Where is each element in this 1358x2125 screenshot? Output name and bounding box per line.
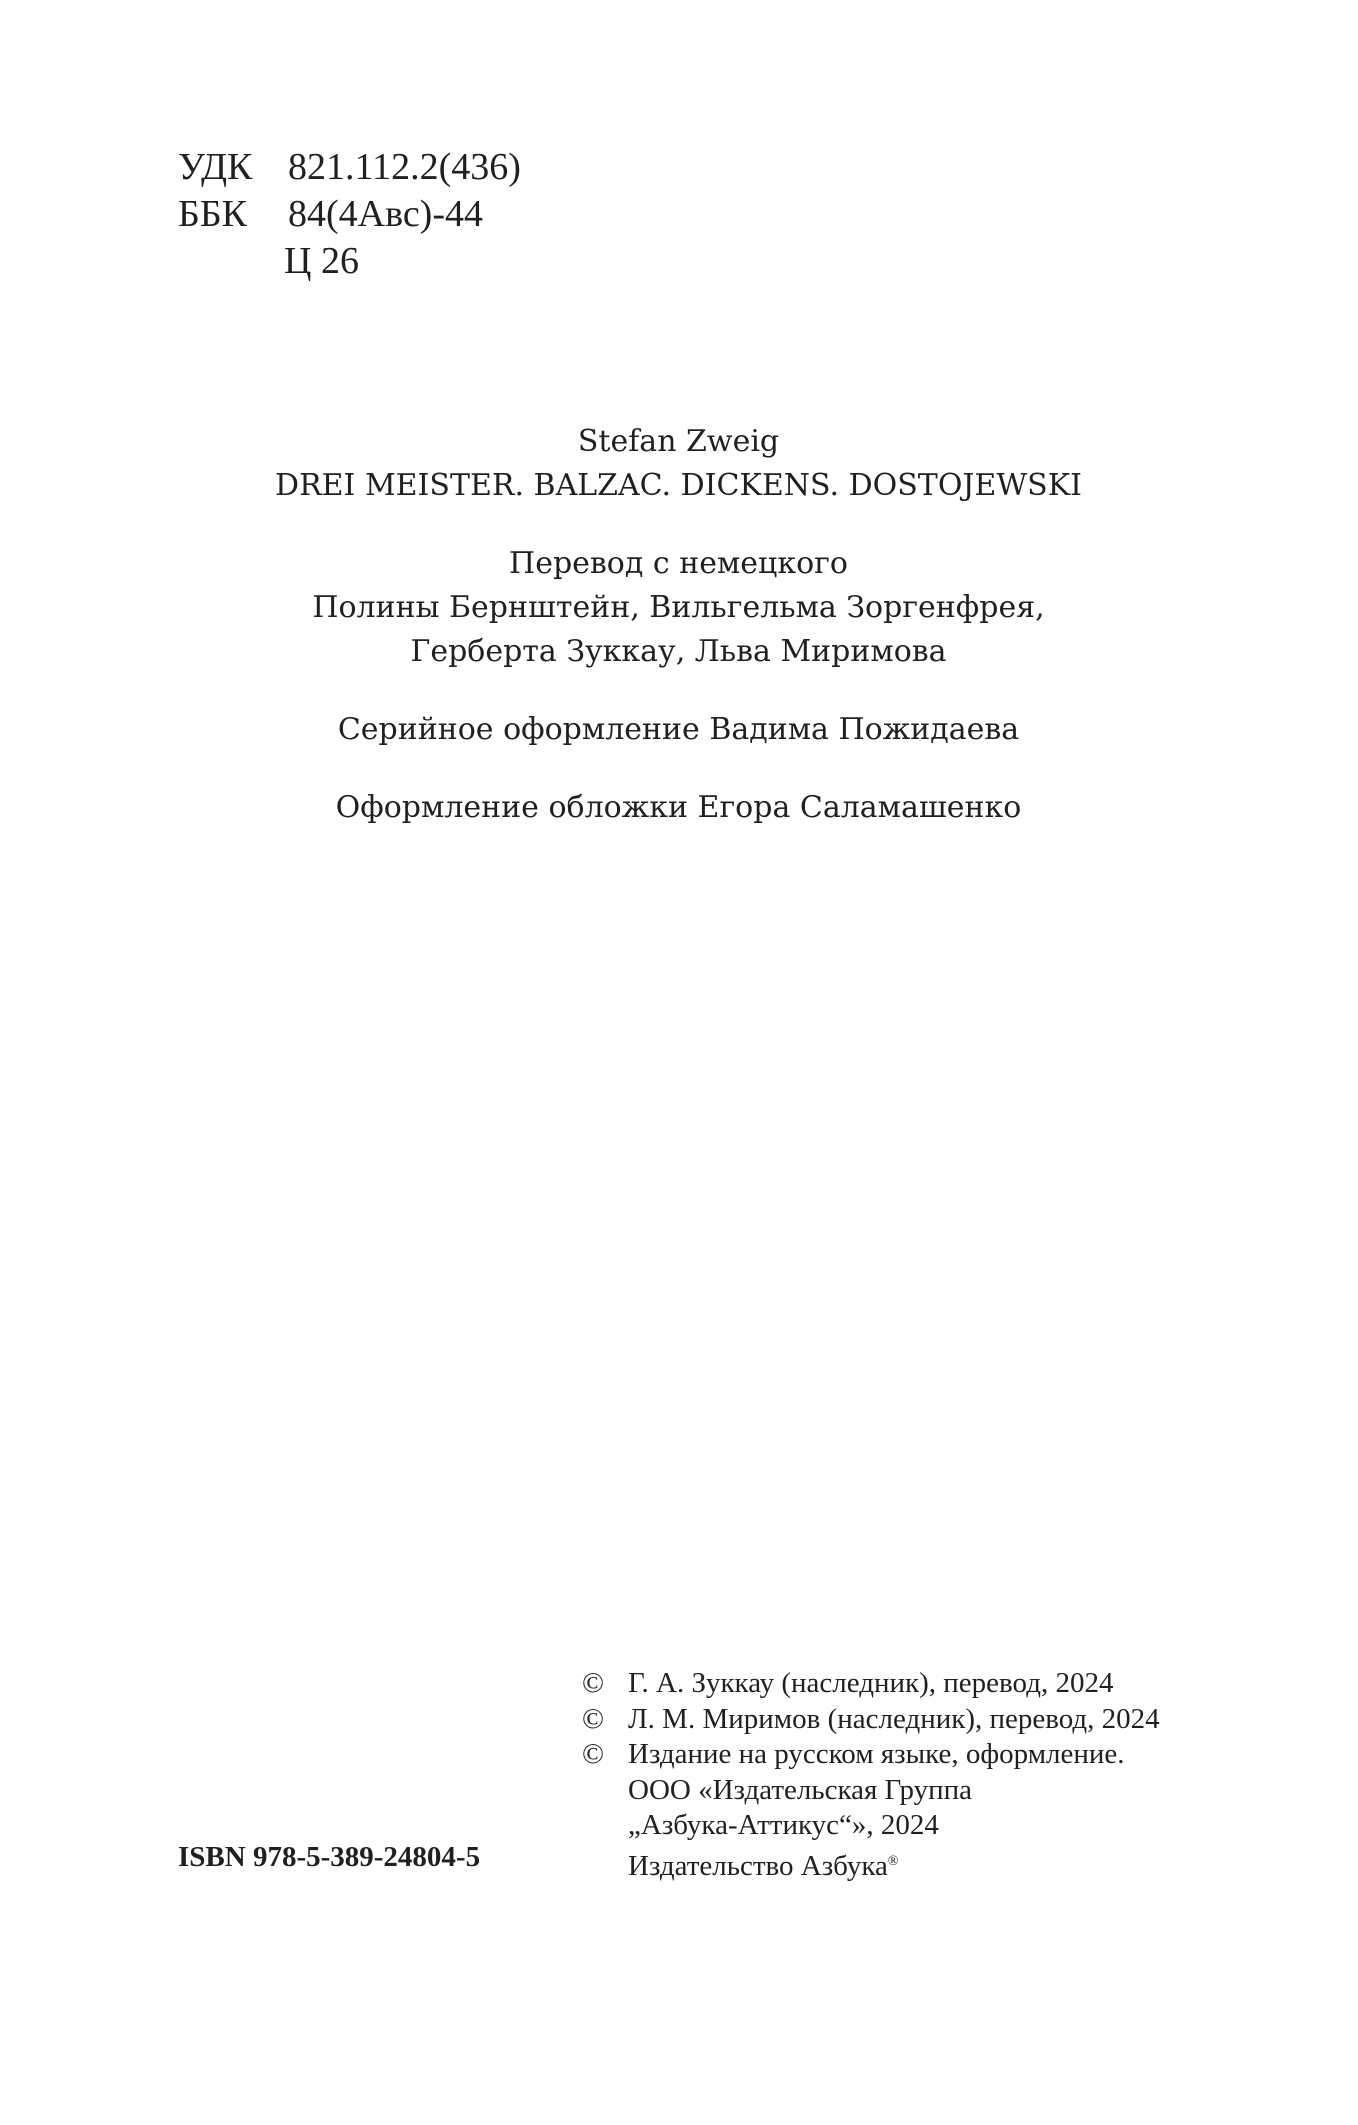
isbn: ISBN 978-5-389-24804-5: [178, 1841, 481, 1873]
copyright-block: [582, 1666, 1160, 1884]
original-title: DREI MEISTER. BALZAC. DICKENS. DOSTOJEWSKI: [275, 468, 1082, 503]
bbk-key: ББК: [178, 193, 247, 235]
cover-design: Оформление обложки Егора Саламашенко: [335, 790, 1022, 825]
translation-info: [178, 542, 1179, 674]
udk-value: 821.112.2(436): [288, 146, 521, 188]
bbk-value: 84(4Авс)-44: [288, 193, 483, 235]
copyright-text-2: Л. М. Миримов (наследник), перевод, 2024: [628, 1702, 1160, 1735]
copyright-line-4: ООО «Издательская Группа: [628, 1773, 973, 1806]
udk-key: УДК: [178, 146, 253, 188]
copyright-text-3: Издание на русском языке, оформление.: [628, 1738, 1125, 1770]
copyright-text-1: Г. А. Зуккау (наследник), перевод, 2024: [628, 1667, 1114, 1699]
copyright-line-3: [582, 1737, 1160, 1773]
translation-line-2: Полины Бернштейн, Вильгельма Зоргенфрея,: [312, 590, 1045, 625]
classification-block: [178, 144, 521, 285]
translation-line-1: Перевод с немецкого: [509, 546, 848, 581]
registered-mark: ®: [887, 1853, 899, 1869]
translation-line-3: Герберта Зуккау, Льва Миримова: [410, 634, 947, 669]
copyright-line-5: „Азбука-Аттикус“», 2024: [628, 1809, 939, 1841]
publisher-name: Издательство Азбука: [628, 1849, 888, 1882]
udk-row: [178, 144, 521, 191]
copyright-symbol: ©: [582, 1738, 605, 1770]
copyright-line-6: [582, 1844, 1160, 1885]
copyright-symbol: ©: [582, 1702, 605, 1735]
author-mark: Ц 26: [284, 240, 359, 282]
original-info: [178, 420, 1179, 508]
author-mark-row: [178, 238, 521, 285]
copyright-symbol: ©: [582, 1667, 605, 1699]
bbk-row: [178, 191, 521, 238]
series-design: Серийное оформление Вадима Пожидаева: [337, 712, 1020, 747]
copyright-line-2: [582, 1702, 1160, 1738]
copyright-line-1: [582, 1666, 1160, 1702]
original-author: Stefan Zweig: [577, 424, 780, 459]
